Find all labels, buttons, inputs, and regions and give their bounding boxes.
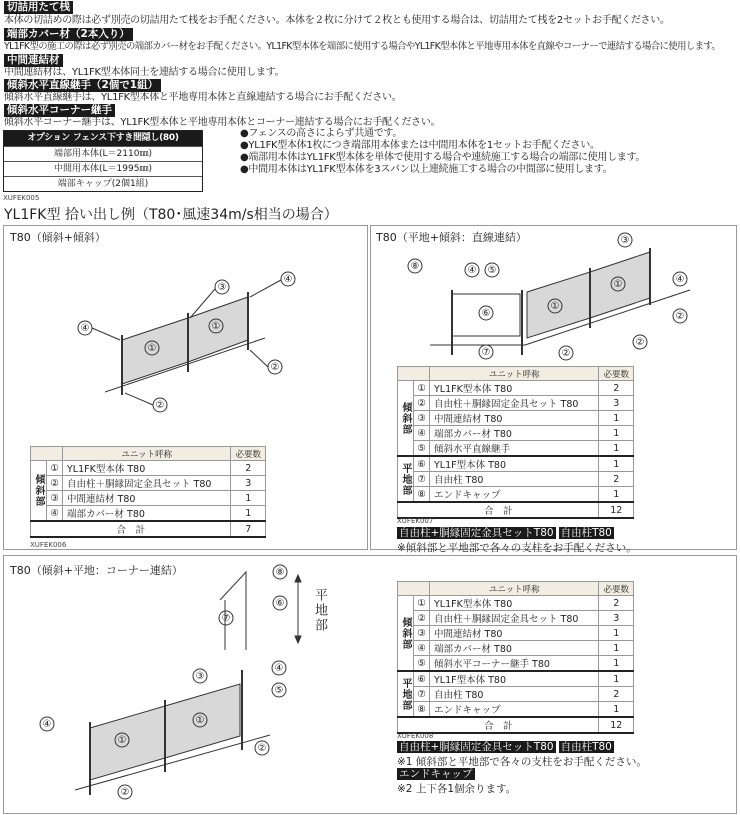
- callout-label: ②: [257, 743, 267, 754]
- table-cell: 必要数: [599, 582, 634, 596]
- table-cell: 自由柱 T80: [430, 472, 599, 487]
- section-heading: 傾斜水平直線継手（2個で1組）: [4, 79, 161, 92]
- table-cell: エンドキャップ: [430, 702, 599, 718]
- section-heading: 傾斜水平コーナー継手: [4, 104, 115, 117]
- table-cell: ⑥: [414, 671, 430, 687]
- table-cell: 中間連結材 T80: [63, 491, 231, 506]
- table-cell: 7: [231, 521, 266, 537]
- callout-label: ③: [620, 235, 630, 246]
- table-cell: 自由柱＋胴縁固定金具セット T80: [430, 611, 599, 626]
- example-title: T80（平地+傾斜：直線連結）: [376, 231, 527, 244]
- callout-label: ④: [274, 663, 284, 674]
- table-cell: 12: [599, 717, 634, 733]
- table-row: [398, 456, 634, 472]
- table-row: [398, 611, 634, 626]
- table-cell: 傾斜水平直線継手: [430, 441, 599, 457]
- callout-label: ④: [283, 274, 293, 285]
- table-cell: 端部カバー材 T80: [63, 506, 231, 522]
- tag-row: 自由柱+胴縁固定金具セットT80 自由柱T80: [399, 741, 612, 753]
- table-cell: YL1FK型本体 T80: [430, 596, 599, 611]
- callout-label: ①: [195, 715, 205, 726]
- parts-table: [397, 581, 634, 734]
- table-cell: 2: [599, 596, 634, 611]
- callout-label: ①: [147, 343, 157, 354]
- table-cell: 合 計: [398, 717, 599, 733]
- example-title: T80（傾斜+平地：コーナー連結）: [10, 564, 183, 577]
- callout-label: ⑦: [221, 613, 231, 624]
- table-cell: YL1FK型本体 T80: [63, 461, 231, 476]
- bullet: ●端部用本体はYL1FK型本体を単体で使用する場合や連続施工する場合の端部に使用します。: [240, 152, 646, 163]
- callout-label: ⑤: [487, 265, 497, 276]
- table-cell: ②: [47, 476, 63, 491]
- total-row: [31, 521, 266, 537]
- option-row: 中間用本体(L＝1995㎜): [4, 161, 202, 176]
- table-row: [31, 461, 266, 476]
- group-label: 傾斜部: [31, 461, 47, 522]
- callout-label: ①: [550, 301, 560, 312]
- table-row: [398, 596, 634, 611]
- callout-label: ①: [613, 279, 623, 290]
- table-cell: ⑧: [414, 487, 430, 503]
- diagram-flat-slope-straight: [408, 233, 690, 360]
- table-cell: 必要数: [599, 367, 634, 381]
- callout-label: ②: [120, 787, 130, 798]
- table-cell: 1: [599, 426, 634, 441]
- table-row: [398, 687, 634, 702]
- callout-label: ③: [195, 671, 205, 682]
- table-cell: ③: [414, 626, 430, 641]
- section-body: 本体の切詰めの際は必ず別売の切詰用たて桟をお手配ください。本体を２枚に分けて２枚とも使用する場合は、切詰用たて桟を2セットお手配ください。: [4, 15, 670, 26]
- table-cell: 2: [599, 381, 634, 396]
- table-row: [398, 641, 634, 656]
- section-body: 中間連結材は、YL1FK型本体同士を連結する場合に使用します。: [4, 67, 285, 78]
- table-cell: 2: [599, 472, 634, 487]
- table-cell: 自由柱＋胴縁固定金具セット T80: [430, 396, 599, 411]
- table-cell: 傾斜部: [398, 596, 414, 672]
- callout-label: ④: [80, 323, 90, 334]
- table-cell: エンドキャップ: [430, 487, 599, 503]
- table-cell: 自由柱 T80: [430, 687, 599, 702]
- callout-label: ②: [270, 362, 280, 373]
- table-row: [398, 426, 634, 441]
- table-cell: 3: [231, 476, 266, 491]
- table-cell: ①: [47, 461, 63, 476]
- table-cell: 端部カバー材 T80: [430, 426, 599, 441]
- table-cell: ①: [414, 381, 430, 396]
- callout-label: ⑧: [410, 261, 420, 272]
- table-cell: ⑤: [414, 441, 430, 457]
- table-cell: 中間連結材 T80: [430, 411, 599, 426]
- bullet: ●中間用本体はYL1FK型本体を3スパン以上連続施工する場合の中間部に使用します。: [240, 164, 613, 175]
- callout-label: ④: [675, 274, 685, 285]
- table-cell: ⑦: [414, 472, 430, 487]
- option-row: 端部用本体(L＝2110㎜): [4, 146, 202, 161]
- table-cell: 1: [599, 702, 634, 718]
- table-cell: 1: [599, 641, 634, 656]
- section-heading: 端部カバー材（2本入り）: [4, 28, 133, 41]
- table-cell: ②: [414, 611, 430, 626]
- table-cell: 1: [599, 456, 634, 472]
- table-cell: ②: [414, 396, 430, 411]
- note: ※傾斜部と平地部で各々の支柱をお手配ください。: [397, 542, 637, 554]
- table-cell: 1: [599, 626, 634, 641]
- table-row: [398, 487, 634, 503]
- table-cell: 1: [231, 506, 266, 522]
- callout-label: ②: [635, 337, 645, 348]
- callout-label: ③: [217, 282, 227, 293]
- parts-table: [30, 446, 266, 538]
- table-cell: ⑧: [414, 702, 430, 718]
- table-cell: YL1F型本体 T80: [430, 671, 599, 687]
- table-cell: [398, 367, 430, 381]
- table-row: [398, 381, 634, 396]
- callout-label: ⑥: [481, 308, 491, 319]
- figure-code: XUFEK007: [397, 517, 434, 525]
- bullet: ●フェンスの高さによらず共通です。: [240, 128, 403, 139]
- total-row: [398, 502, 634, 518]
- figure-code: XUFEK008: [397, 732, 434, 740]
- table-cell: ③: [47, 491, 63, 506]
- table-cell: [31, 447, 63, 461]
- table-cell: ユニット呼称: [430, 582, 599, 596]
- table-cell: 1: [231, 491, 266, 506]
- figure-code: XUFEK006: [30, 541, 67, 549]
- flat-section-label: 平地部: [312, 588, 327, 633]
- option-row: 端部キャップ(2個1組): [4, 176, 202, 191]
- callout-label: ①: [211, 321, 221, 332]
- table-row: [31, 506, 266, 522]
- callout-label: ⑤: [274, 685, 284, 696]
- table-cell: 合 計: [398, 502, 599, 518]
- callout-label: ①: [117, 735, 127, 746]
- table-cell: YL1FK型本体 T80: [430, 381, 599, 396]
- table-row: [398, 441, 634, 457]
- section-body: 傾斜水平直線継手は、YL1FK型本体と平地専用本体と直線連結する場合にお手配ください。: [4, 92, 402, 103]
- table-cell: ④: [414, 641, 430, 656]
- example-title: T80（傾斜+傾斜）: [10, 231, 106, 244]
- section-heading: 中間連結材: [4, 54, 63, 67]
- table-cell: 2: [231, 461, 266, 476]
- table-row: [398, 671, 634, 687]
- bullet: ●YL1FK型本体1枚につき端部用本体または中間用本体を1セットお手配ください。: [240, 140, 600, 151]
- callout-label: ④: [467, 265, 477, 276]
- table-row: [398, 396, 634, 411]
- diagram-slope-slope: [78, 272, 295, 412]
- table-cell: ⑥: [414, 456, 430, 472]
- section-body: YL1FK型の施工の際は必ず別売の端部カバー材をお手配ください。YL1FK型本体を端部に使用する場合やYL1FK型本体と平地専用本体を直線やコーナーで連結する場合に使用します。: [4, 41, 721, 52]
- figure-code: XUFEK005: [3, 194, 40, 202]
- col-header-qty: 必要数: [231, 447, 266, 461]
- table-cell: ④: [414, 426, 430, 441]
- table-row: [398, 472, 634, 487]
- table-row: [398, 702, 634, 718]
- option-table-header: オプション フェンス下すき間隠し(80): [4, 131, 202, 146]
- table-row: [398, 626, 634, 641]
- parts-table: [397, 366, 634, 519]
- callout-label: ②: [561, 348, 571, 359]
- table-cell: ⑤: [414, 656, 430, 672]
- table-cell: ⑦: [414, 687, 430, 702]
- total-row: [398, 717, 634, 733]
- table-cell: 2: [599, 687, 634, 702]
- table-row: [31, 491, 266, 506]
- table-cell: YL1F型本体 T80: [430, 456, 599, 472]
- col-header-name: ユニット呼称: [63, 447, 231, 461]
- table-cell: 1: [599, 441, 634, 457]
- diagram-slope-flat-corner: [40, 565, 301, 799]
- table-cell: 平地部: [398, 456, 414, 502]
- page-title: YL1FK型 拾い出し例（T80･風速34m/s相当の場合）: [4, 207, 338, 223]
- section-body: 傾斜水平コーナー継手は、YL1FK型本体と平地専用本体とコーナー連結する場合にお手配ください。: [4, 117, 441, 128]
- table-cell: 中間連結材 T80: [430, 626, 599, 641]
- note: ※2 上下各1個余ります。: [397, 783, 517, 795]
- tag-row: 自由柱+胴縁固定金具セットT80 自由柱T80: [399, 527, 612, 539]
- table-cell: 平地部: [398, 671, 414, 717]
- table-cell: ①: [414, 596, 430, 611]
- callout-label: ⑧: [275, 567, 285, 578]
- table-cell: 1: [599, 671, 634, 687]
- tag-row: エンドキャップ: [399, 768, 473, 780]
- table-cell: 1: [599, 656, 634, 672]
- table-cell: 3: [599, 396, 634, 411]
- table-cell: 傾斜部: [398, 381, 414, 457]
- table-cell: 1: [599, 487, 634, 503]
- table-cell: 傾斜水平コーナー継手 T80: [430, 656, 599, 672]
- table-row: [398, 411, 634, 426]
- table-cell: 12: [599, 502, 634, 518]
- note: ※1 傾斜部と平地部で各々の支柱をお手配ください。: [397, 756, 647, 768]
- callout-label: ②: [155, 400, 165, 411]
- callout-label: ④: [42, 719, 52, 730]
- table-cell: ④: [47, 506, 63, 522]
- table-cell: 自由柱＋胴縁固定金具セット T80: [63, 476, 231, 491]
- section-heading: 切詰用たて桟: [4, 1, 73, 14]
- table-row: [398, 656, 634, 672]
- table-cell: ユニット呼称: [430, 367, 599, 381]
- table-cell: 合 計: [31, 521, 231, 537]
- callout-label: ⑦: [481, 347, 491, 358]
- table-cell: 1: [599, 411, 634, 426]
- table-row: [31, 476, 266, 491]
- table-cell: 端部カバー材 T80: [430, 641, 599, 656]
- table-cell: [398, 582, 430, 596]
- table-cell: ③: [414, 411, 430, 426]
- callout-label: ⑥: [275, 598, 285, 609]
- table-cell: 3: [599, 611, 634, 626]
- callout-label: ②: [675, 311, 685, 322]
